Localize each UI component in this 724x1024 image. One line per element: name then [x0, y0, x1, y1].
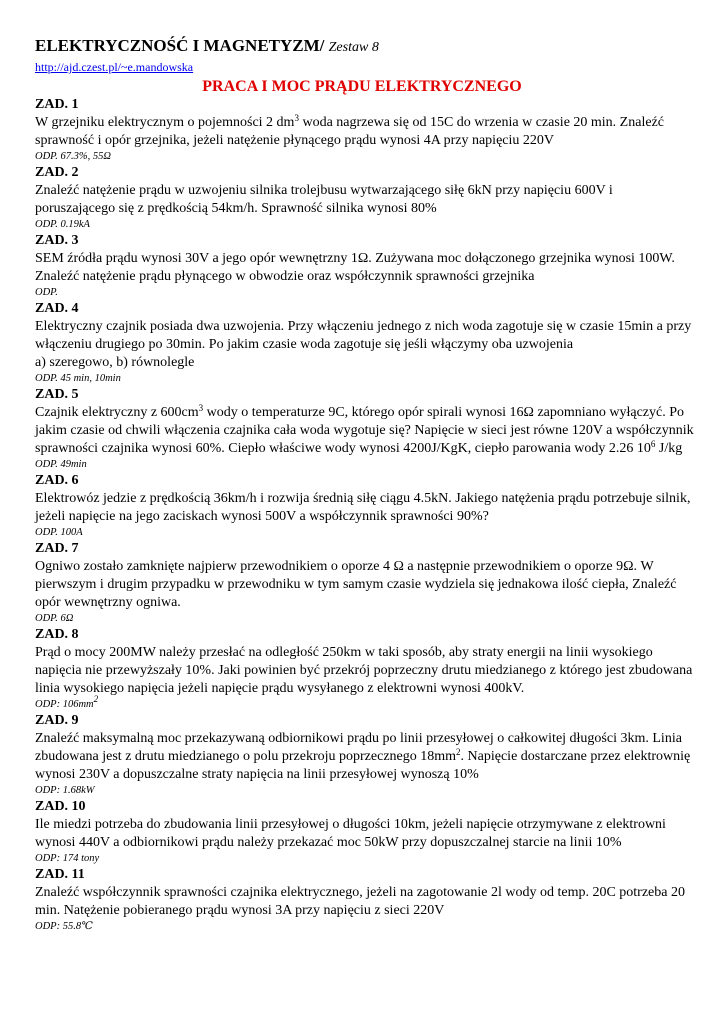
problem-text: Znaleźć maksymalną moc przekazywaną odbiornikowi prądu po linii przesyłowej o całkowitej długości 3km. Linia zbudowana jest z drutu miedzianego o polu przekroju poprzecznego $18mm^2$. Napięcie dostarczane przez elektrownię wynosi 230V a dopuszczalne straty napięcia na linii przesyłowej wynoszą 10%: [35, 731, 691, 782]
problem-label: ZAD. 9: [35, 713, 79, 728]
problem-11: [35, 866, 695, 934]
problem-answer: ODP.: [35, 287, 58, 298]
problem-answer: ODP: $106mm^2$: [35, 694, 99, 710]
problem-text: Elektryczny czajnik posiada dwa uzwojenia. Przy włączeniu jednego z nich woda zagotuje się w czasie 15min a przy włączeniu drugiego po 30min. Po jakim czasie woda zagotuje się jeśli włączymy oba uzwojenia: [35, 319, 692, 352]
problem-answer: ODP. 0.19kA: [35, 219, 90, 230]
problem-label: ZAD. 2: [35, 165, 79, 180]
problem-text: Ile miedzi potrzeba do zbudowania linii przesyłowej o długości 10km, jeżeli napięcie otrzymywane z elektrowni wynosi 440V a odbiornikowi prądu należy przekazać moc 50kW przy dopuszczalnej starcie na linii 10%: [35, 817, 666, 850]
problem-label: ZAD. 3: [35, 233, 79, 248]
author-link[interactable]: http://ajd.czest.pl/~e.mandowska: [35, 60, 194, 74]
problem-text: Prąd o mocy 200MW należy przesłać na odległość 250km w taki sposób, aby straty energii na linii wysokiego napięcia nie przewyższały 10%. Jaki powinien być przekrój poprzeczny drutu miedzianego z którego jest zbudowana linia wysokiego napięcia jeżeli napięcie prądu wysyłanego z elektrowni wynosi 400kV.: [35, 645, 693, 696]
problem-3: [35, 232, 695, 300]
problem-text: Ogniwo zostało zamknięte najpierw przewodnikiem o oporze 4 Ω a następnie przewodnikiem o oporze 9Ω. W pierwszym i drugim przypadku w przewodniku w tym samym czasie wydziela się jednakowa ilość ciepła, Znaleźć opór wewnętrzny ogniwa.: [35, 559, 677, 610]
problem-answer: ODP: 55.8℃: [35, 921, 93, 932]
problem-answer: ODP. 49min: [35, 459, 87, 470]
problem-5: [35, 386, 695, 472]
problem-answer: ODP: 1.68kW: [35, 785, 95, 796]
problem-text: W grzejniku elektrycznym o pojemności 2 $dm^3$ woda nagrzewa się od 15C do wrzenia w czasie 20 min. Znaleźć sprawność i opór grzejnika, jeżeli natężenie płynącego prądu wynosi 4A przy napięciu 220V: [35, 113, 664, 148]
problem-10: [35, 798, 695, 866]
document-title: ELEKTRYCZNOŚĆ I MAGNETYZM/ Zestaw 8: [35, 36, 379, 55]
problem-answer: ODP: 174 tony: [35, 853, 100, 864]
problem-label: ZAD. 5: [35, 387, 79, 402]
problem-label: ZAD. 4: [35, 301, 79, 316]
problem-text: SEM źródła prądu wynosi 30V a jego opór wewnętrzny 1Ω. Zużywana moc dołączonego grzejnika wynosi 100W. Znaleźć natężenie prądu płynącego w obwodzie oraz współczynnik sprawności grzejnika: [35, 251, 675, 284]
problem-label: ZAD. 7: [35, 541, 79, 556]
problem-text: Czajnik elektryczny z $600cm^3$ wody o temperaturze 9C, którego opór spirali wynosi 16Ω zapomniano wyłączyć. Po jakim czasie od chwili włączenia czajnika cała woda wygotuje się? Napięcie w sieci jest równe 120V a współczynnik sprawności czajnika wynosi 60%. Ciepło właściwe wody wynosi 4200J/KgK, ciepło parowania wody 2.26 $10^6$ J/kg: [35, 403, 694, 456]
problem-label: ZAD. 1: [35, 97, 79, 112]
problem-label: ZAD. 8: [35, 627, 79, 642]
problem-label: ZAD. 11: [35, 867, 85, 882]
problem-7: [35, 540, 695, 626]
problem-8: [35, 626, 695, 712]
problem-answer: ODP. 45 min, 10min: [35, 373, 121, 384]
problem-2: [35, 164, 695, 232]
problem-1: [35, 96, 695, 164]
problem-9: [35, 712, 695, 798]
problem-text: Elektrowóz jedzie z prędkością 36km/h i rozwija średnią siłę ciągu 4.5kN. Jakiego natężenia prądu potrzebuje silnik, jeżeli napięcie na jego zaciskach wynosi 500V a współczynnik sprawności 90%?: [35, 491, 691, 524]
problem-label: ZAD. 6: [35, 473, 79, 488]
problem-4: [35, 300, 695, 386]
problem-answer: ODP. 6Ω: [35, 613, 74, 624]
problem-6: [35, 472, 695, 540]
problem-answer: ODP. 100A: [35, 527, 83, 538]
set-label: Zestaw 8: [328, 40, 379, 55]
problem-answer: ODP. 67.3%, 55Ω: [35, 151, 111, 162]
problem-text: Znaleźć natężenie prądu w uzwojeniu silnika trolejbusu wytwarzającego siłę 6kN przy napięciu 600V i poruszającego się z prędkością 54km/h. Sprawność silnika wynosi 80%: [35, 183, 613, 216]
problem-label: ZAD. 10: [35, 799, 86, 814]
problem-list: [35, 96, 695, 934]
document-header: [35, 36, 379, 76]
problem-text: Znaleźć współczynnik sprawności czajnika elektrycznego, jeżeli na zagotowanie 2l wody od temp. 20C potrzeba 20 min. Natężenie pobieranego prądu wynosi 3A przy napięciu z sieci 220V: [35, 885, 685, 918]
problem-text-options: a) szeregowo, b) równolegle: [35, 355, 195, 370]
section-title: PRACA I MOC PRĄDU ELEKTRYCZNEGO: [202, 78, 522, 95]
